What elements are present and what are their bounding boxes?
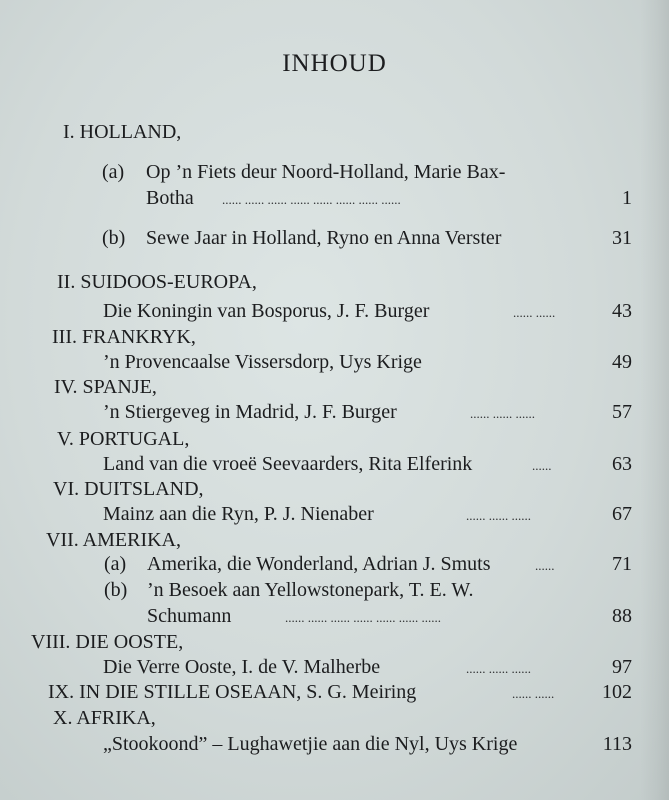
entry-title: ’n Besoek aan Yellowstonepark, T. E. W. [147,579,474,601]
page-number: 49 [612,351,632,373]
leader-dots: ...... ...... ...... ...... ...... ...... ...... ...... [222,192,401,207]
entry-title: Land van die vroeë Seevaarders, Rita Elferink [103,453,473,475]
page-number: 102 [602,681,632,703]
section-heading-amerika: VII. AMERIKA, [46,529,181,551]
section-heading-stille-oseaan: IX. IN DIE STILLE OSEAAN, S. G. Meiring [48,681,417,703]
section-heading-duitsland: VI. DUITSLAND, [53,478,204,500]
entry-title-continued: Botha [146,187,194,209]
page-title: INHOUD [282,50,387,77]
entry-label-b: (b) [104,579,128,601]
page-number: 67 [612,503,632,525]
entry-label-b: (b) [102,227,126,249]
leader-dots: ...... [535,558,555,573]
page-fold-shadow [640,0,669,800]
leader-dots: ...... [532,458,552,473]
section-heading-portugal: V. PORTUGAL, [57,428,190,450]
page-number: 113 [602,733,632,755]
entry-title: Sewe Jaar in Holland, Ryno en Anna Verster [146,227,502,249]
page-number: 97 [612,656,632,678]
page-number: 31 [612,227,632,249]
section-heading-spanje: IV. SPANJE, [54,376,157,398]
leader-dots: ...... ...... [513,305,556,320]
page-number: 88 [612,605,632,627]
leader-dots: ...... ...... ...... ...... ...... ...... ...... [285,610,441,625]
entry-title: Die Koningin van Bosporus, J. F. Burger [103,300,430,322]
section-heading-die-ooste: VIII. DIE OOSTE, [31,631,184,653]
page-number: 43 [612,300,632,322]
section-heading-holland: I. HOLLAND, [63,121,182,143]
leader-dots: ...... ...... ...... [470,406,535,421]
section-heading-afrika: X. AFRIKA, [53,707,156,729]
section-heading-frankryk: III. FRANKRYK, [52,326,196,348]
entry-title: ’n Stiergeveg in Madrid, J. F. Burger [103,401,397,423]
page-number: 71 [612,553,632,575]
entry-title: Die Verre Ooste, I. de V. Malherbe [103,656,381,678]
entry-title: „Stookoond” – Lughawetjie aan die Nyl, Uys Krige [103,733,518,755]
entry-title: Mainz aan die Ryn, P. J. Nienaber [103,503,374,525]
entry-label-a: (a) [102,161,125,183]
page-number: 57 [612,401,632,423]
entry-title: Op ’n Fiets deur Noord-Holland, Marie Bax- [146,161,506,183]
page-number: 63 [612,453,632,475]
entry-title: ’n Provencaalse Vissersdorp, Uys Krige [103,351,422,373]
section-heading-suidoos-europa: II. SUIDOOS-EUROPA, [57,271,257,293]
entry-title: Amerika, die Wonderland, Adrian J. Smuts [147,553,491,575]
leader-dots: ...... ...... ...... [466,661,531,676]
entry-title-continued: Schumann [147,605,232,627]
leader-dots: ...... ...... ...... [466,508,531,523]
page-number: 1 [622,187,632,209]
entry-label-a: (a) [104,553,127,575]
leader-dots: ...... ...... [512,686,555,701]
